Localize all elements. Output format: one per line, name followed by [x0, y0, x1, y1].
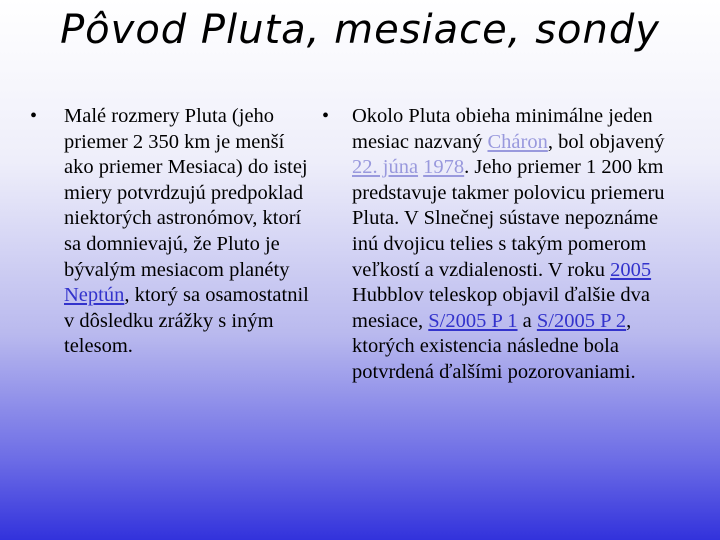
- bullet-icon: •: [30, 105, 38, 127]
- right-text-1: Okolo Pluta obieha minimálne jeden mesiac nazvaný: [352, 105, 653, 153]
- right-text-4: . Jeho priemer 1 200 km predstavuje takmer polovicu priemeru Pluta. V Slnečnej sústave nepoznáme inú dvojicu telies s takým pomerom veľkostí a vzdialenosti. V roku: [352, 156, 665, 281]
- right-text-7: , ktorých existencia následne bola potvrdená ďalšími pozorovaniami.: [352, 309, 636, 383]
- link-year-1978[interactable]: 1978: [423, 156, 465, 179]
- right-column: [322, 104, 672, 386]
- link-s2005-p2[interactable]: S/2005 P 2: [536, 309, 627, 332]
- link-neptun[interactable]: Neptún: [64, 284, 125, 307]
- right-text-6: a: [517, 309, 537, 332]
- left-column: [30, 104, 314, 360]
- right-text-2: , bol objavený: [547, 130, 665, 153]
- link-year-2005[interactable]: 2005: [610, 258, 652, 281]
- link-charon[interactable]: Cháron: [487, 130, 548, 153]
- right-text-5: Hubblov teleskop objavil ďalšie dva mesiace,: [352, 284, 650, 332]
- link-s2005-p1[interactable]: S/2005 P 1: [428, 309, 518, 332]
- left-text-2: , ktorý sa osamostatnil v dôsledku zrážky s iným telesom.: [64, 284, 309, 358]
- bullet-icon: •: [322, 105, 330, 127]
- link-date[interactable]: 22. júna: [352, 156, 419, 179]
- left-text-1: Malé rozmery Pluta (jeho priemer 2 350 km je menší ako priemer Mesiaca) do istej miery potvrdzujú predpoklad niektorých astronómov, ktorí sa domnievajú, že Pluto je bývalým mesiacom planéty: [64, 105, 308, 281]
- slide-title: Pôvod Pluta, mesiace, sondy: [60, 7, 660, 53]
